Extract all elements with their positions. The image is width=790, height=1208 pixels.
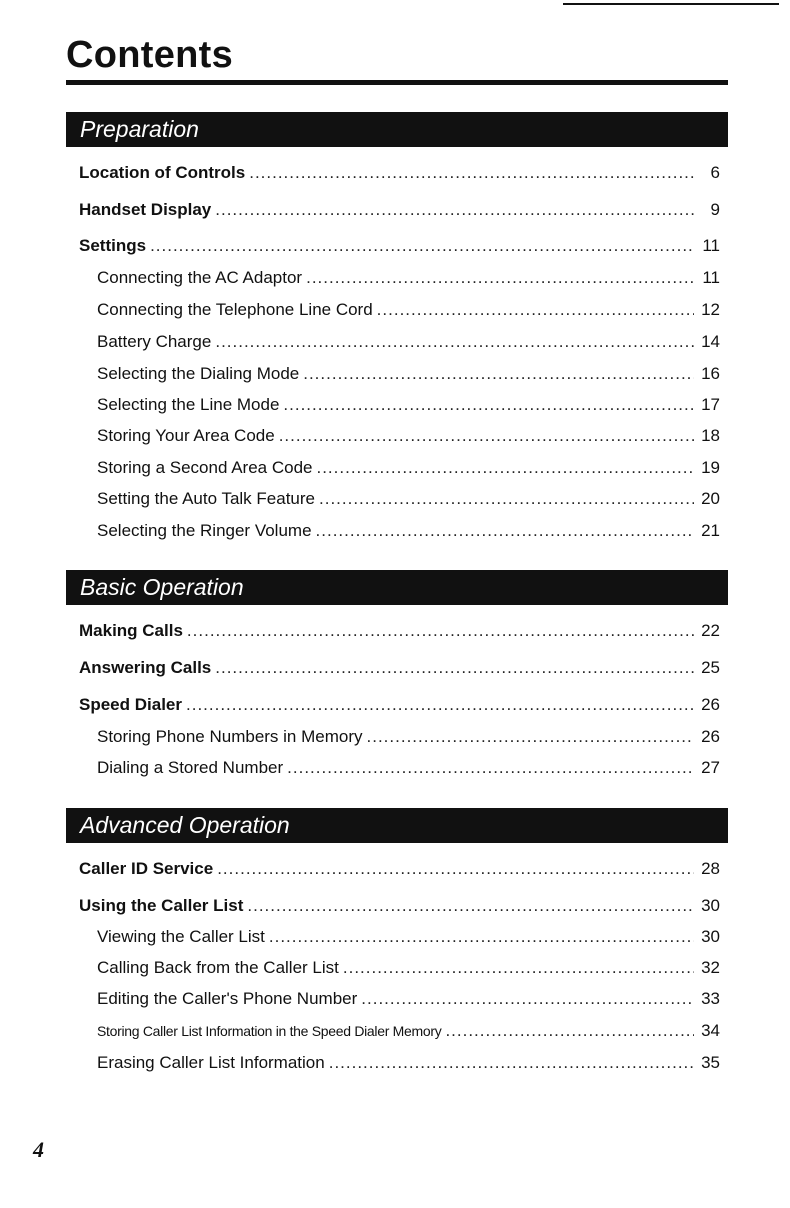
dot-leader: [217, 859, 694, 879]
toc-entry-title: Storing a Second Area Code: [97, 458, 313, 477]
section-header-basic-operation: Basic Operation: [66, 570, 728, 605]
toc-entry-title: Speed Dialer: [79, 695, 182, 714]
toc-entry-title: Dialing a Stored Number: [97, 758, 284, 777]
toc-entry-page: 33: [701, 989, 720, 1008]
toc-entry-page: 19: [701, 458, 720, 477]
toc-entry[interactable]: [0, 268, 720, 294]
toc-entry-title: Storing Caller List Information in the Speed Dialer Memory: [97, 1023, 442, 1039]
toc-entry[interactable]: [0, 521, 720, 547]
toc-entry-page: 9: [710, 200, 720, 219]
toc-entry[interactable]: [0, 859, 720, 885]
dot-leader: [249, 163, 694, 183]
toc-entry-page: 20: [701, 489, 720, 508]
toc-entry[interactable]: [0, 658, 720, 684]
toc-entry-page: 11: [702, 236, 720, 255]
toc-entry-title: Storing Phone Numbers in Memory: [97, 727, 363, 746]
dot-leader: [316, 521, 694, 541]
toc-entry[interactable]: [0, 1021, 720, 1047]
title-rule: [66, 80, 728, 85]
toc-entry-page: 12: [701, 300, 720, 319]
toc-entry[interactable]: [0, 896, 720, 922]
toc-entry[interactable]: [0, 364, 720, 390]
dot-leader: [329, 1053, 694, 1073]
toc-entry-title: Using the Caller List: [79, 896, 244, 915]
toc-entry-title: Selecting the Ringer Volume: [97, 521, 312, 540]
toc-entry[interactable]: [0, 426, 720, 452]
toc-entry-page: 35: [701, 1053, 720, 1072]
toc-entry-title: Selecting the Line Mode: [97, 395, 280, 414]
toc-entry[interactable]: [0, 958, 720, 984]
dot-leader: [319, 489, 694, 509]
dot-leader: [303, 364, 694, 384]
toc-entry-page: 21: [701, 521, 720, 540]
toc-entry-title: Settings: [79, 236, 147, 255]
toc-entry[interactable]: [0, 236, 720, 262]
dot-leader: [279, 426, 694, 446]
toc-entry[interactable]: [0, 300, 720, 326]
toc-entry-title: Editing the Caller's Phone Number: [97, 989, 358, 1008]
toc-entry[interactable]: [0, 200, 720, 226]
toc-entry-title: Setting the Auto Talk Feature: [97, 489, 315, 508]
dot-leader: [377, 300, 694, 320]
toc-entry[interactable]: [0, 621, 720, 647]
toc-entry-page: 22: [701, 621, 720, 640]
toc-entry-page: 6: [710, 163, 720, 182]
dot-leader: [445, 1021, 694, 1041]
toc-entry[interactable]: [0, 163, 720, 189]
toc-entry[interactable]: [0, 695, 720, 721]
dot-leader: [247, 896, 694, 916]
dot-leader: [215, 200, 694, 220]
toc-entry[interactable]: [0, 758, 720, 784]
dot-leader: [361, 989, 694, 1009]
toc-entry-title: Connecting the Telephone Line Cord: [97, 300, 373, 319]
dot-leader: [283, 395, 694, 415]
toc-entry-title: Location of Controls: [79, 163, 246, 182]
dot-leader: [316, 458, 694, 478]
toc-entry-page: 16: [701, 364, 720, 383]
dot-leader: [269, 927, 694, 947]
top-rule: [563, 3, 779, 5]
toc-entry-page: 30: [701, 927, 720, 946]
toc-entry[interactable]: [0, 727, 720, 753]
toc-entry-title: Answering Calls: [79, 658, 212, 677]
dot-leader: [215, 658, 694, 678]
dot-leader: [187, 621, 694, 641]
toc-entry-title: Calling Back from the Caller List: [97, 958, 339, 977]
toc-entry[interactable]: [0, 989, 720, 1015]
dot-leader: [287, 758, 694, 778]
dot-leader: [215, 332, 694, 352]
toc-entry-title: Making Calls: [79, 621, 183, 640]
toc-entry-page: 14: [701, 332, 720, 351]
page-title: Contents: [66, 34, 234, 76]
toc-entry-title: Connecting the AC Adaptor: [97, 268, 303, 287]
toc-entry-title: Storing Your Area Code: [97, 426, 275, 445]
toc-entry-page: 26: [701, 695, 720, 714]
section-header-preparation: Preparation: [66, 112, 728, 147]
toc-entry[interactable]: [0, 332, 720, 358]
dot-leader: [306, 268, 694, 288]
toc-entry-page: 30: [701, 896, 720, 915]
page-number: 4: [33, 1137, 44, 1162]
toc-entry-page: 26: [701, 727, 720, 746]
toc-entry-page: 32: [701, 958, 720, 977]
dot-leader: [367, 727, 694, 747]
dot-leader: [150, 236, 694, 256]
toc-entry-title: Erasing Caller List Information: [97, 1053, 325, 1072]
toc-entry-page: 18: [701, 426, 720, 445]
toc-entry[interactable]: [0, 1053, 720, 1079]
toc-entry-title: Selecting the Dialing Mode: [97, 364, 300, 383]
toc-entry-page: 34: [701, 1021, 720, 1040]
dot-leader: [186, 695, 694, 715]
section-header-advanced-operation: Advanced Operation: [66, 808, 728, 843]
toc-entry-page: 11: [702, 268, 720, 287]
toc-entry[interactable]: [0, 489, 720, 515]
toc-entry-title: Caller ID Service: [79, 859, 214, 878]
toc-entry-page: 25: [701, 658, 720, 677]
toc-entry[interactable]: [0, 395, 720, 421]
toc-entry-title: Battery Charge: [97, 332, 212, 351]
toc-entry-page: 28: [701, 859, 720, 878]
toc-entry-page: 27: [701, 758, 720, 777]
toc-entry[interactable]: [0, 458, 720, 484]
toc-entry-title: Handset Display: [79, 200, 212, 219]
toc-entry-page: 17: [701, 395, 720, 414]
dot-leader: [343, 958, 694, 978]
toc-entry-title: Viewing the Caller List: [97, 927, 265, 946]
toc-entry[interactable]: [0, 927, 720, 953]
